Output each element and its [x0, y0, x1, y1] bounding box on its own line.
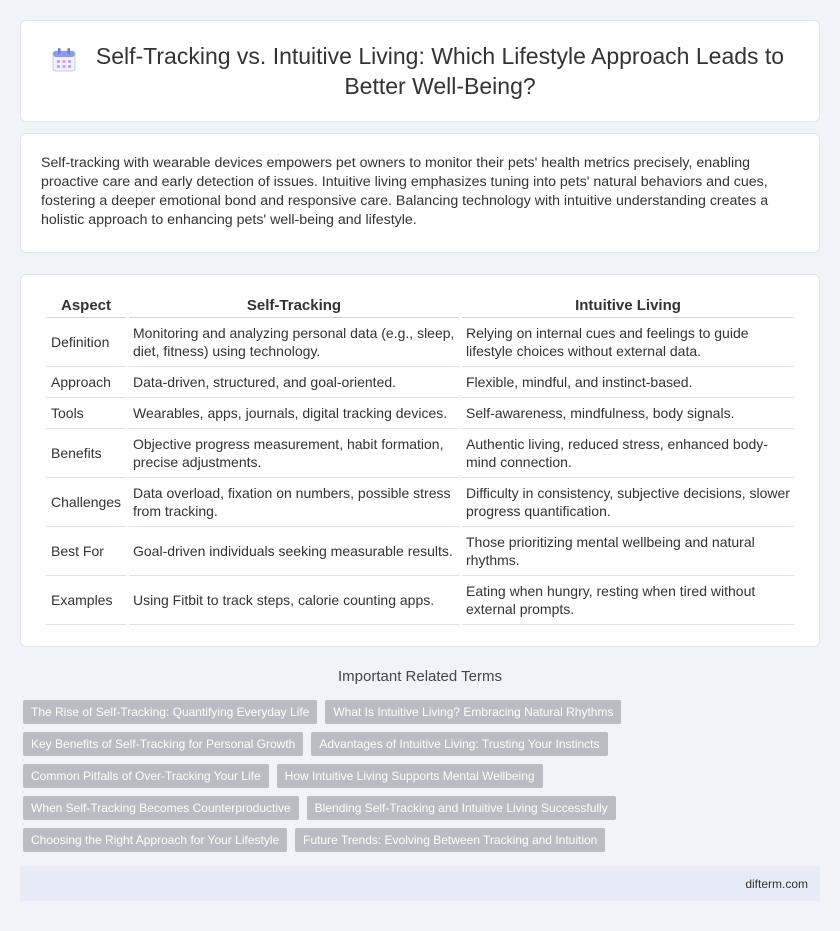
table-row	[46, 367, 794, 398]
related-term-link[interactable]: Choosing the Right Approach for Your Lifestyle	[23, 828, 287, 852]
row-intuitive-living: Relying on internal cues and feelings to guide lifestyle choices without external data.	[462, 318, 794, 367]
tag-row	[23, 700, 823, 724]
related-term-link[interactable]: Blending Self-Tracking and Intuitive Living Successfully	[307, 796, 616, 820]
header-aspect: Aspect	[46, 291, 126, 318]
footer	[20, 866, 820, 901]
comparison-table	[43, 291, 797, 625]
row-intuitive-living: Difficulty in consistency, subjective decisions, slower progress quantification.	[462, 478, 794, 527]
related-term-link[interactable]: Common Pitfalls of Over-Tracking Your Life	[23, 764, 269, 788]
row-aspect: Approach	[46, 367, 126, 398]
row-aspect: Tools	[46, 398, 126, 429]
tag-row	[23, 764, 823, 788]
related-terms-heading: Important Related Terms	[338, 668, 502, 685]
row-self-tracking: Wearables, apps, journals, digital tracking devices.	[129, 398, 459, 429]
row-aspect: Definition	[46, 318, 126, 367]
title-card	[20, 20, 820, 122]
page-title: Self-Tracking vs. Intuitive Living: Which Lifestyle Approach Leads to Better Well-Being?	[95, 43, 785, 99]
tag-row	[23, 796, 823, 820]
table-header-row	[46, 291, 794, 318]
related-term-link[interactable]: Key Benefits of Self-Tracking for Personal Growth	[23, 732, 303, 756]
table-row	[46, 527, 794, 576]
row-self-tracking: Data-driven, structured, and goal-oriented.	[129, 367, 459, 398]
table-row	[46, 576, 794, 625]
row-intuitive-living: Flexible, mindful, and instinct-based.	[462, 367, 794, 398]
row-aspect: Best For	[46, 527, 126, 576]
comparison-table-card	[20, 274, 820, 647]
table-row	[46, 318, 794, 367]
row-aspect: Challenges	[46, 478, 126, 527]
row-intuitive-living: Those prioritizing mental wellbeing and natural rhythms.	[462, 527, 794, 576]
row-self-tracking: Goal-driven individuals seeking measurable results.	[129, 527, 459, 576]
header-self-tracking: Self-Tracking	[129, 291, 459, 318]
table-row	[46, 398, 794, 429]
row-intuitive-living: Self-awareness, mindfulness, body signals.	[462, 398, 794, 429]
row-intuitive-living: Authentic living, reduced stress, enhanced body-mind connection.	[462, 429, 794, 478]
row-self-tracking: Monitoring and analyzing personal data (e.g., sleep, diet, fitness) using technology.	[129, 318, 459, 367]
related-term-link[interactable]: How Intuitive Living Supports Mental Wellbeing	[277, 764, 543, 788]
tag-row	[23, 828, 823, 852]
related-term-link[interactable]: The Rise of Self-Tracking: Quantifying Everyday Life	[23, 700, 317, 724]
table-row	[46, 429, 794, 478]
tag-row	[23, 732, 823, 756]
header-intuitive-living: Intuitive Living	[462, 291, 794, 318]
intro-paragraph: Self-tracking with wearable devices empowers pet owners to monitor their pets' health metrics precisely, enabling proactive care and early detection of issues. Intuitive living emphasizes tuning into pets' natural behaviors and cues, fostering a deeper emotional bond and responsive care. Balancing technology with intuitive understanding creates a holistic approach to enhancing pets' well-being and lifestyle.	[41, 155, 769, 228]
related-terms-list	[23, 700, 823, 860]
row-aspect: Examples	[46, 576, 126, 625]
intro-card	[20, 133, 820, 253]
related-term-link[interactable]: When Self-Tracking Becomes Counterproductive	[23, 796, 299, 820]
row-self-tracking: Data overload, fixation on numbers, possible stress from tracking.	[129, 478, 459, 527]
footer-site-link[interactable]: difterm.com	[745, 876, 808, 891]
row-self-tracking: Objective progress measurement, habit formation, precise adjustments.	[129, 429, 459, 478]
table-row	[46, 478, 794, 527]
row-intuitive-living: Eating when hungry, resting when tired without external prompts.	[462, 576, 794, 625]
calendar-icon	[51, 47, 77, 73]
row-aspect: Benefits	[46, 429, 126, 478]
row-self-tracking: Using Fitbit to track steps, calorie counting apps.	[129, 576, 459, 625]
related-term-link[interactable]: Future Trends: Evolving Between Tracking and Intuition	[295, 828, 605, 852]
related-term-link[interactable]: What Is Intuitive Living? Embracing Natural Rhythms	[325, 700, 621, 724]
related-term-link[interactable]: Advantages of Intuitive Living: Trusting Your Instincts	[311, 732, 607, 756]
